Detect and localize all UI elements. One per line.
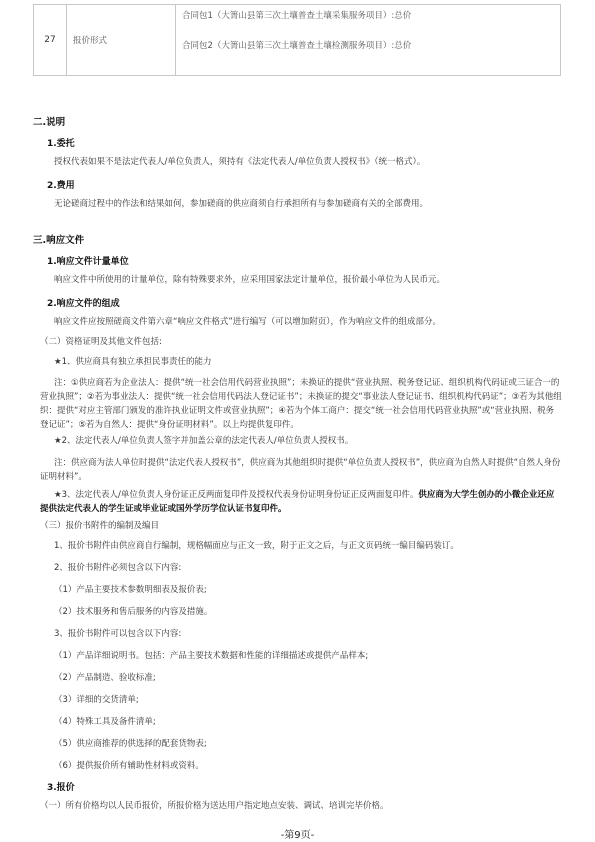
list-item: （5）供应商推荐的供选择的配套货物表; <box>54 739 207 749</box>
contract-package-2: 合同包2（大箐山县第三次土壤普查土壤检测服务项目）:总价 <box>182 41 412 51</box>
section-3-3-title: 3.报价 <box>47 783 75 793</box>
table-row <box>34 5 561 76</box>
list-item: （2）技术服务和售后服务的内容及措施。 <box>54 607 213 617</box>
list-item: （3）详细的交货清单; <box>54 695 139 705</box>
contract-package-1: 合同包1（大箐山县第三次土壤普查土壤采集服务项目）:总价 <box>182 11 412 21</box>
section-3-title: 三.响应文件 <box>33 235 85 246</box>
section-3-1-title: 1.响应文件计量单位 <box>47 257 129 267</box>
star-item-3-bold: 供应商为大学生创办的小微企业还应提供法定代表人的学生证或毕业证或国外学历学位认证书复印件。 <box>40 490 555 514</box>
section-3-2-text: 响应文件应按照磋商文件第六章“响应文件格式”进行编写（可以增加附页），作为响应文件的组成部分。 <box>54 317 442 327</box>
section-2-1-text: 授权代表如果不是法定代表人/单位负责人，须持有《法定代表人/单位负责人授权书》（统一格式）。 <box>54 157 426 167</box>
attachment-item-3: 3、报价书附件可以包含以下内容: <box>54 629 182 639</box>
attachment-item-2: 2、报价书附件必须包含以下内容: <box>54 563 182 573</box>
star-item-2: ★2、法定代表人/单位负责人签字并加盖公章的法定代表人/单位负责人授权书。 <box>54 436 354 446</box>
bid-info-table <box>33 4 561 76</box>
section-2-2-text: 无论磋商过程中的作法和结果如何，参加磋商的供应商须自行承担所有与参加磋商有关的全部费用。 <box>54 199 429 209</box>
star-item-1: ★1、供应商具有独立承担民事责任的能力 <box>54 357 212 367</box>
attachment-item-1: 1、报价书附件由供应商自行编制，规格幅面应与正文一致，附于正文之后，与正文页码统一编目编码装订。 <box>54 541 459 551</box>
list-item: （2）产品制造、验收标准; <box>54 673 156 683</box>
star-item-3 <box>40 488 562 516</box>
section-3-2-title: 2.响应文件的组成 <box>47 299 120 309</box>
row-content <box>176 5 561 76</box>
section-3-1-text: 响应文件中所使用的计量单位，除有特殊要求外，应采用国家法定计量单位，报价最小单位为人民币元。 <box>54 275 446 285</box>
note-1: 注：①供应商若为企业法人：提供“统一社会信用代码营业执照”；未换证的提供“营业执照、税务登记证、组织机构代码证或三证合一的营业执照”；②若为事业法人：提供“统一社会信用代码法人登记证书”；未换证的提交“事业法人登记证书、组织机构代码证”；③若为其他组织：提供“对应主管部门颁发的准许执业证明文件或营业执照”；④若为个体工商户：提交“统一社会信用代码营业执照”或“营业执照、税务登记证”；⑤若为自然人：提供“身份证明材料”。以上均提供复印件。 <box>40 378 562 430</box>
page-number: -第9页- <box>280 830 315 841</box>
part-2-title: （二）资格证明及其他文件包括: <box>40 337 162 347</box>
list-item: （1）产品详细说明书。包括：产品主要技术数据和性能的详细描述或提供产品样本; <box>54 651 369 661</box>
list-item: （6）提供报价所有辅助性材料或资料。 <box>54 761 204 771</box>
part-3-title: （三）报价书附件的编制及编目 <box>40 521 160 531</box>
note-2: 注：供应商为法人单位时提供“法定代表人授权书”，供应商为其他组织时提供“单位负责人授权书”，供应商为自然人时提供“自然人身份证明材料”。 <box>40 458 561 482</box>
section-3-3-text: （一）所有价格均以人民币报价，所报价格为送达用户指定地点安装、调试、培训完毕价格。 <box>40 801 389 811</box>
row-label: 报价形式 <box>67 5 176 76</box>
star-item-3-normal: ★3、法定代表人/单位负责人身份证正反两面复印件及授权代表身份证明身份证正反两面复印件。 <box>54 490 419 500</box>
row-number: 27 <box>34 5 67 76</box>
list-item: （1）产品主要技术参数明细表及报价表; <box>54 585 207 595</box>
section-2-1-title: 1.委托 <box>47 139 75 149</box>
list-item: （4）特殊工具及备件清单; <box>54 717 156 727</box>
section-2-2-title: 2.费用 <box>47 181 75 191</box>
section-2-title: 二.说明 <box>33 117 66 128</box>
